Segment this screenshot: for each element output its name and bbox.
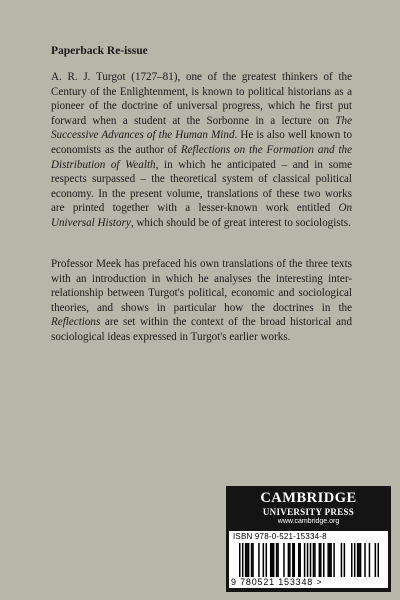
barcode-bar [266, 543, 268, 577]
barcode-bar [277, 543, 279, 577]
blurb-text: , in which he anticipated – and in some respects surpassed – the theoretical system of classical political economy. In the present volume, translations of these two works are printed together with a lesser-known work entitled [51, 158, 353, 215]
barcode-bar [283, 543, 285, 577]
barcode-bar [263, 543, 265, 577]
publisher-block [226, 486, 391, 592]
barcode-bar [357, 543, 359, 577]
barcode-bar [314, 543, 316, 577]
barcode-bar [251, 543, 253, 577]
publisher-name: CAMBRIDGE [260, 490, 357, 506]
barcode-bar [319, 543, 321, 577]
blurb-text: A. R. J. Turgot (1727–81), one of the greatest thinkers of the Century of the Enlightenment, is known to political historians as a pioneer of the doctrine of universal progress, which he first put forward when a student at the Sorbonne in a lecture on [51, 71, 352, 127]
barcode-bar [333, 543, 335, 577]
barcode-bar [242, 543, 244, 577]
blurb-text: are set within the context of the broad historical and sociological ideas expressed in Turgot's earlier works. [51, 316, 352, 343]
blurb-text: . He is also well known to economists as the author of [51, 129, 352, 156]
barcode-bar [375, 543, 377, 577]
barcode-bar [320, 543, 322, 577]
barcode-bar [298, 543, 300, 577]
barcode-bar [378, 543, 379, 577]
barcode-bar [329, 543, 331, 577]
blurb-paragraph-1 [51, 70, 352, 231]
barcode-bar [307, 543, 309, 577]
barcode-bar [341, 543, 343, 577]
barcode-bar [313, 543, 315, 577]
barcode-bar [344, 543, 346, 577]
barcode-bar [248, 543, 250, 577]
book-title: On Universal History [51, 202, 352, 229]
barcode-digits: 9 780521 153348 > [231, 577, 323, 587]
barcode-bar [330, 543, 332, 577]
barcode-bar [273, 543, 275, 577]
barcode-icon [239, 543, 379, 577]
barcode-bar [289, 543, 291, 577]
barcode-bar [276, 543, 278, 577]
barcode-bar [299, 543, 301, 577]
publisher-press: UNIVERSITY PRESS [262, 507, 355, 517]
barcode-panel [229, 531, 388, 588]
barcode-bar [239, 543, 241, 577]
barcode-bar [351, 543, 353, 577]
isbn-label: ISBN 978-0-521-15334-8 [233, 532, 327, 541]
barcode-bar [358, 543, 360, 577]
barcode-bar [294, 543, 296, 577]
barcode-bar [354, 543, 356, 577]
publisher-url: www.cambridge.org [277, 518, 340, 525]
blurb-text: Professor Meek has prefaced his own translations of the three texts with an introduction in which he analyses the interesting inter-relationship between Turgot's political, economic and sociological theories, and shows in particular how the doctrines in the [51, 258, 352, 314]
book-title: The Successive Advances of the Human Mind [51, 114, 352, 142]
barcode-bar [360, 543, 362, 577]
book-title: Reflections [51, 316, 101, 329]
barcode-bar [369, 543, 371, 577]
barcode-bar [270, 543, 272, 577]
barcode-bar [288, 543, 290, 577]
barcode-bar [327, 543, 329, 577]
barcode-bar [258, 543, 260, 577]
barcode-bar [292, 543, 294, 577]
barcode-bar [310, 543, 312, 577]
barcode-bar [246, 543, 248, 577]
barcode-bar [364, 543, 366, 577]
blurb-text: , which should be of great interest to sociologists. [130, 216, 351, 229]
barcode-bar [304, 543, 306, 577]
heading: Paperback Re-issue [51, 45, 148, 57]
blurb-paragraph-2 [51, 257, 352, 345]
barcode-bar [271, 543, 273, 577]
barcode-bar [245, 543, 247, 577]
barcode-bar [252, 543, 254, 577]
book-title: Reflections on the Formation and the Distribution of Wealth [51, 143, 352, 171]
barcode-bar [323, 543, 325, 577]
